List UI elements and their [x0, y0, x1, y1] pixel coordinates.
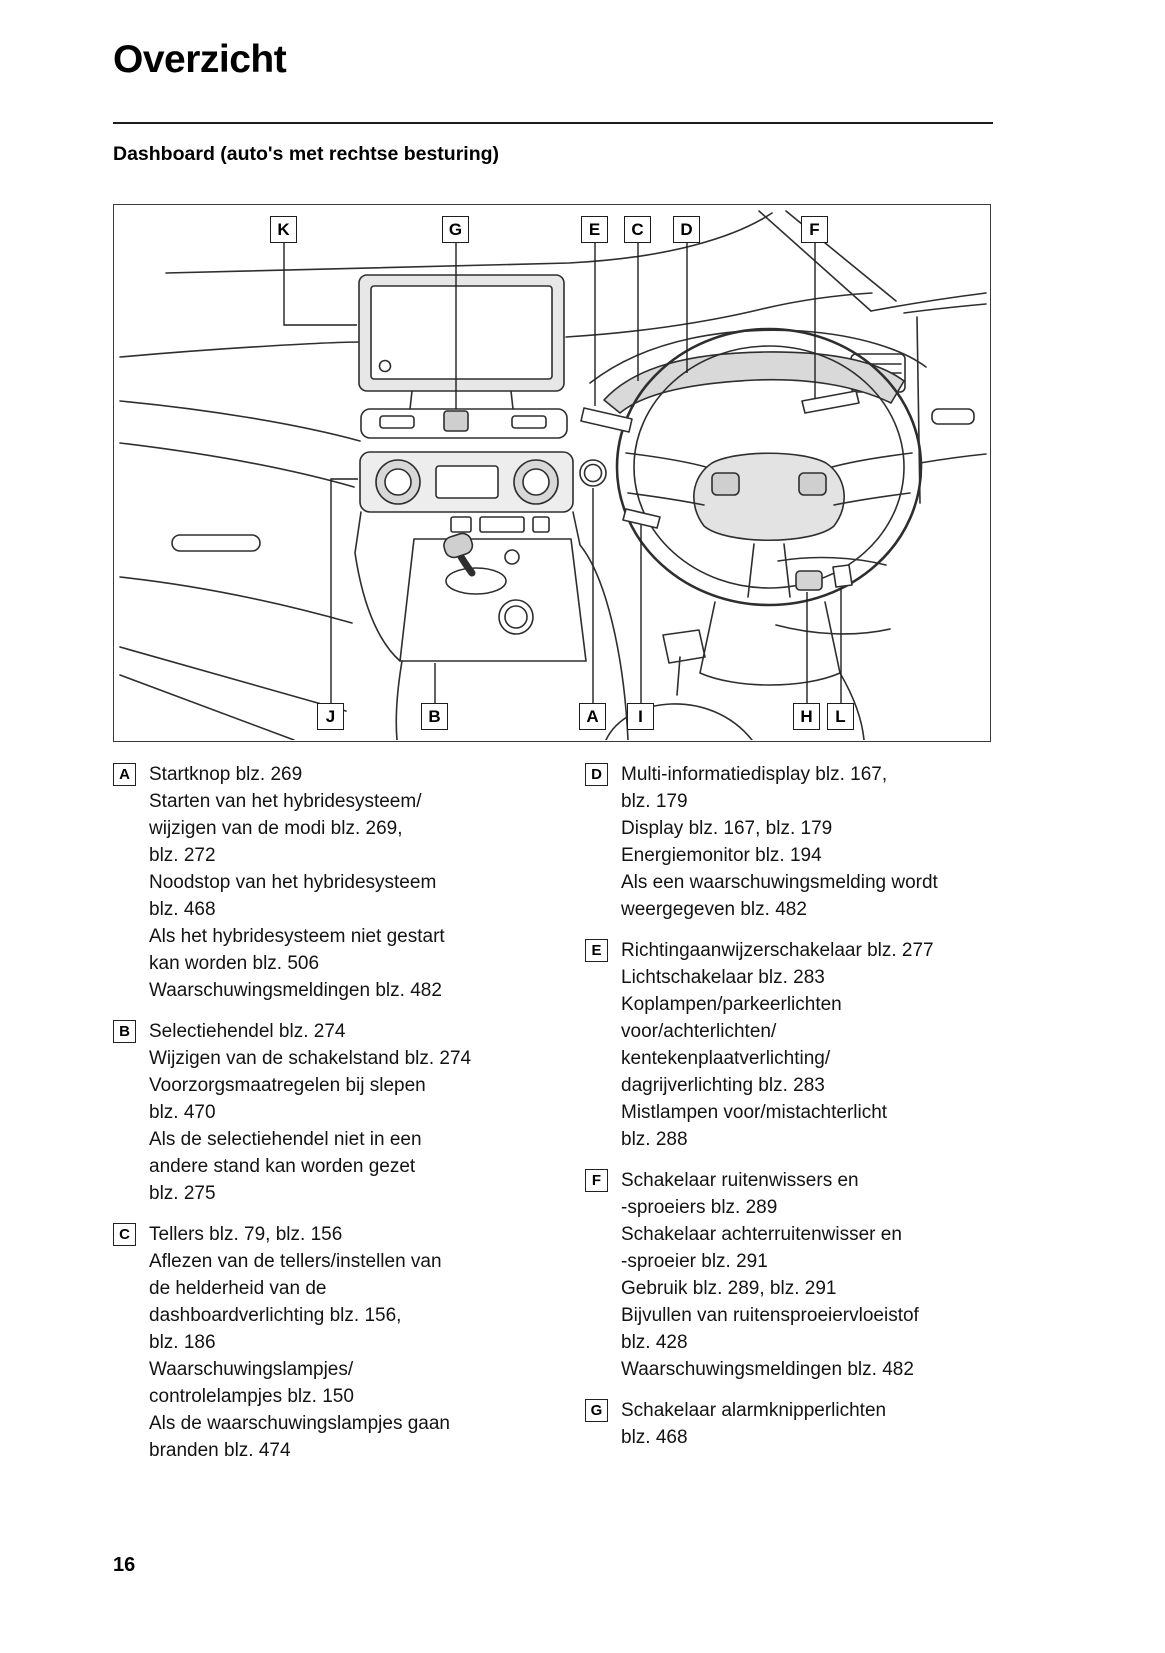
legend-item-b [113, 1018, 519, 1207]
item-letter-box: E [585, 939, 608, 962]
dashboard-figure [113, 204, 991, 742]
legend-line: blz. 468 [149, 899, 216, 920]
center-vents [361, 409, 567, 438]
climate-controls [360, 452, 573, 532]
legend-line: de helderheid van de [149, 1278, 327, 1299]
legend-line: Schakelaar ruitenwissers en [621, 1170, 859, 1191]
legend-line: Voorzorgsmaatregelen bij slepen [149, 1075, 426, 1096]
callout-box-j: J [317, 703, 344, 730]
item-letter-box: G [585, 1399, 608, 1422]
legend-item-e [585, 937, 991, 1153]
legend-line: wijzigen van de modi blz. 269, [149, 818, 403, 839]
legend-line: Bijvullen van ruitensproeiervloeistof [621, 1305, 919, 1326]
legend-right-column [585, 761, 991, 1478]
legend-line: blz. 470 [149, 1102, 216, 1123]
callout-box-c: C [624, 216, 651, 243]
legend-line: Wijzigen van de schakelstand blz. 274 [149, 1048, 472, 1069]
legend-line: Richtingaanwijzerschakelaar blz. 277 [621, 940, 934, 961]
legend-line: Multi-informatiedisplay blz. 167, [621, 764, 888, 785]
multimedia-screen [359, 275, 564, 409]
legend-line: blz. 179 [621, 791, 688, 812]
callout-box-a: A [579, 703, 606, 730]
legend-item-f [585, 1167, 991, 1383]
legend-line: blz. 272 [149, 845, 216, 866]
legend-line: Schakelaar achterruitenwisser en [621, 1224, 902, 1245]
page-number: 16 [113, 1554, 136, 1576]
legend-line: dagrijverlichting blz. 283 [621, 1075, 825, 1096]
legend-line: kan worden blz. 506 [149, 953, 320, 974]
legend-line: blz. 275 [149, 1183, 216, 1204]
legend-line: Startknop blz. 269 [149, 764, 303, 785]
legend-line: Als de selectiehendel niet in een [149, 1129, 422, 1150]
legend-item-c [113, 1221, 519, 1464]
legend-line: weergegeven blz. 482 [621, 899, 807, 920]
legend-line: Schakelaar alarmknipperlichten [621, 1400, 887, 1421]
legend-line: Aflezen van de tellers/instellen van [149, 1251, 442, 1272]
legend-line: Als een waarschuwingsmelding wordt [621, 872, 938, 893]
legend-line: Koplampen/parkeerlichten [621, 994, 842, 1015]
callout-box-g: G [442, 216, 469, 243]
item-letter-box: F [585, 1169, 608, 1192]
legend-line: Tellers blz. 79, blz. 156 [149, 1224, 343, 1245]
legend-line: Waarschuwingsmeldingen blz. 482 [621, 1359, 914, 1380]
instrument-cluster [590, 330, 926, 413]
legend-line: Noodstop van het hybridesysteem [149, 872, 437, 893]
item-letter-box: D [585, 763, 608, 786]
legend-line: -sproeiers blz. 289 [621, 1197, 778, 1218]
page-title: Overzicht [113, 38, 287, 81]
legend-line: andere stand kan worden gezet [149, 1156, 416, 1177]
legend-item-a [113, 761, 519, 1004]
legend-line: -sproeier blz. 291 [621, 1251, 768, 1272]
legend-line: kentekenplaatverlichting/ [621, 1048, 831, 1069]
callout-box-f: F [801, 216, 828, 243]
item-letter-box: A [113, 763, 136, 786]
legend-line: Display blz. 167, blz. 179 [621, 818, 833, 839]
hazard-switch [444, 411, 468, 431]
legend-left-column [113, 761, 519, 1478]
legend-line: blz. 468 [621, 1427, 688, 1448]
wiper-stalk [802, 391, 859, 413]
legend-line: Waarschuwingslampjes/ [149, 1359, 354, 1380]
legend-line: blz. 288 [621, 1129, 688, 1150]
callout-box-h: H [793, 703, 820, 730]
turn-signal-stalk [581, 408, 632, 432]
dashboard-illustration [114, 205, 989, 740]
legend-line: Starten van het hybridesysteem/ [149, 791, 422, 812]
callout-box-l: L [827, 703, 854, 730]
callout-box-b: B [421, 703, 448, 730]
legend-line: voor/achterlichten/ [621, 1021, 777, 1042]
legend-line: Als de waarschuwingslampjes gaan [149, 1413, 450, 1434]
legend-line: Waarschuwingsmeldingen blz. 482 [149, 980, 442, 1001]
section-subtitle: Dashboard (auto's met rechtse besturing) [113, 143, 500, 165]
callout-box-d: D [673, 216, 700, 243]
legend-line: blz. 186 [149, 1332, 216, 1353]
legend-line: controlelampjes blz. 150 [149, 1386, 354, 1407]
legend-line: dashboardverlichting blz. 156, [149, 1305, 402, 1326]
legend-line: Lichtschakelaar blz. 283 [621, 967, 825, 988]
legend-line: blz. 428 [621, 1332, 688, 1353]
legend-item-g [585, 1397, 991, 1451]
callout-box-e: E [581, 216, 608, 243]
legend-line: Selectiehendel blz. 274 [149, 1021, 346, 1042]
item-letter-box: B [113, 1020, 136, 1043]
start-button [580, 460, 606, 486]
legend-line: Energiemonitor blz. 194 [621, 845, 822, 866]
legend-line: branden blz. 474 [149, 1440, 291, 1461]
legend-line: Als het hybridesysteem niet gestart [149, 926, 445, 947]
item-letter-box: C [113, 1223, 136, 1246]
callout-box-k: K [270, 216, 297, 243]
legend-line: Mistlampen voor/mistachterlicht [621, 1102, 888, 1123]
title-rule [113, 122, 993, 124]
legend-line: Gebruik blz. 289, blz. 291 [621, 1278, 837, 1299]
callout-box-i: I [627, 703, 654, 730]
legend [113, 761, 991, 1478]
legend-item-d [585, 761, 991, 923]
